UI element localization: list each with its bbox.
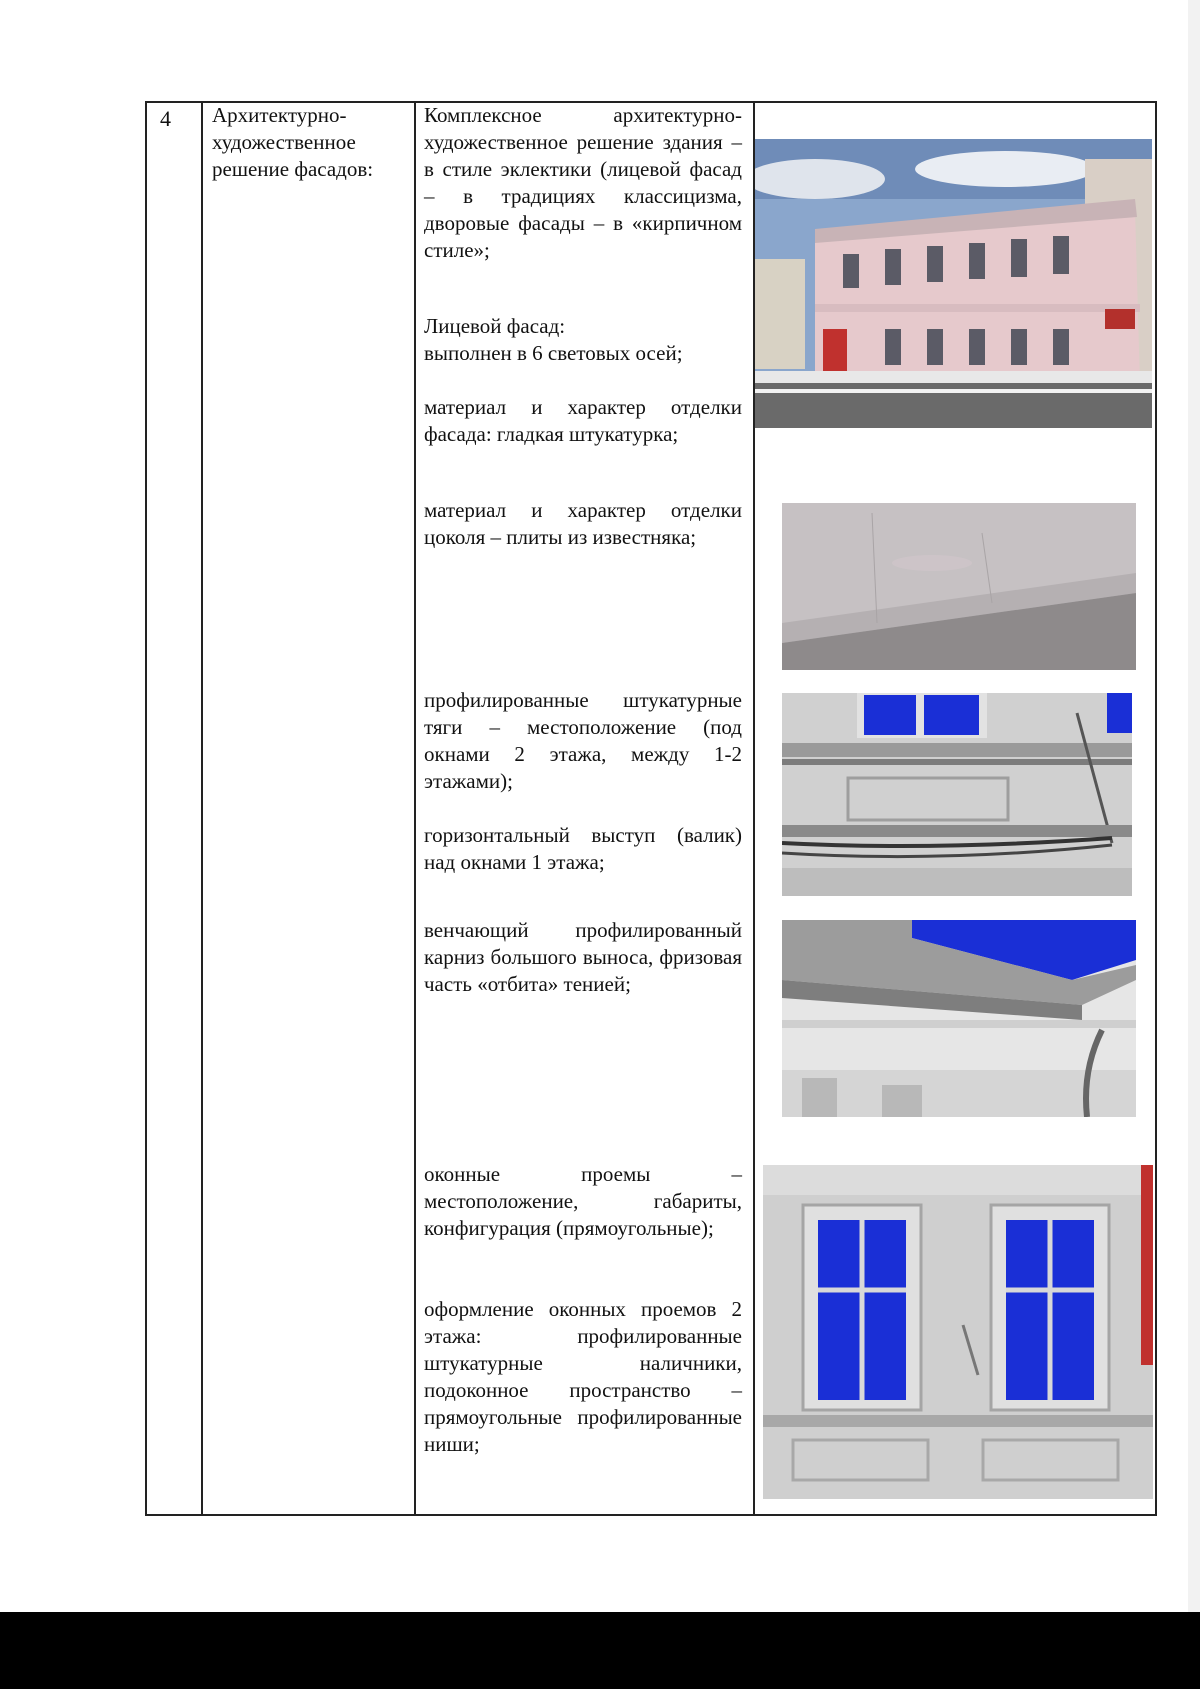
cornice-text: венчающий профилированный карниз большого выноса, фризовая часть «отбита» тенией; (424, 918, 742, 996)
paragraph-plinth (424, 497, 742, 551)
plinth-text: материал и характер отделки цоколя – плиты из известняка; (424, 498, 742, 549)
table-divider-1 (201, 101, 203, 1516)
paragraph-ledge (424, 822, 742, 876)
paragraph-window-trim (424, 1296, 742, 1458)
photo-plinth (782, 503, 1136, 670)
table-divider-2 (414, 101, 416, 1516)
ledge-text: горизонтальный выступ (валик) над окнами 1 этажа; (424, 823, 742, 874)
style-text: Комплексное архитектурно-художественное решение здания – в стиле эклектики (лицевой фасад – в традициях классицизма, дворовые фасады – в «кирпичном стиле»; (424, 103, 742, 262)
paragraph-moldings (424, 687, 742, 795)
photo-windows (763, 1165, 1153, 1499)
main-facade-title: Лицевой фасад: (424, 314, 566, 338)
window-trim-text: оформление оконных проемов 2 этажа: профилированные штукатурные наличники, подоконное пространство – прямоугольные профилированные ниши; (424, 1297, 742, 1456)
photo-cornice (782, 920, 1136, 1117)
paragraph-main-facade (424, 313, 742, 367)
photo-building-facade (755, 139, 1152, 428)
element-title: Архитектурно-художественное решение фасадов: (212, 103, 374, 181)
facade-finish-text: материал и характер отделки фасада: гладкая штукатурка; (424, 395, 742, 446)
main-facade-body: выполнен в 6 световых осей; (424, 341, 683, 365)
paragraph-cornice (424, 917, 742, 998)
paragraph-facade-finish (424, 394, 742, 448)
scan-edge (1188, 0, 1200, 1612)
scan-bottom-bar (0, 1612, 1200, 1689)
paragraph-windows (424, 1161, 742, 1242)
row-number: 4 (160, 106, 171, 131)
photo-moldings (782, 693, 1132, 896)
paragraph-style (424, 102, 742, 264)
moldings-text: профилированные штукатурные тяги – местоположение (под окнами 2 этажа, между 1-2 этажами); (424, 688, 742, 793)
windows-text: оконные проемы – местоположение, габариты, конфигурация (прямоугольные); (424, 1162, 742, 1240)
